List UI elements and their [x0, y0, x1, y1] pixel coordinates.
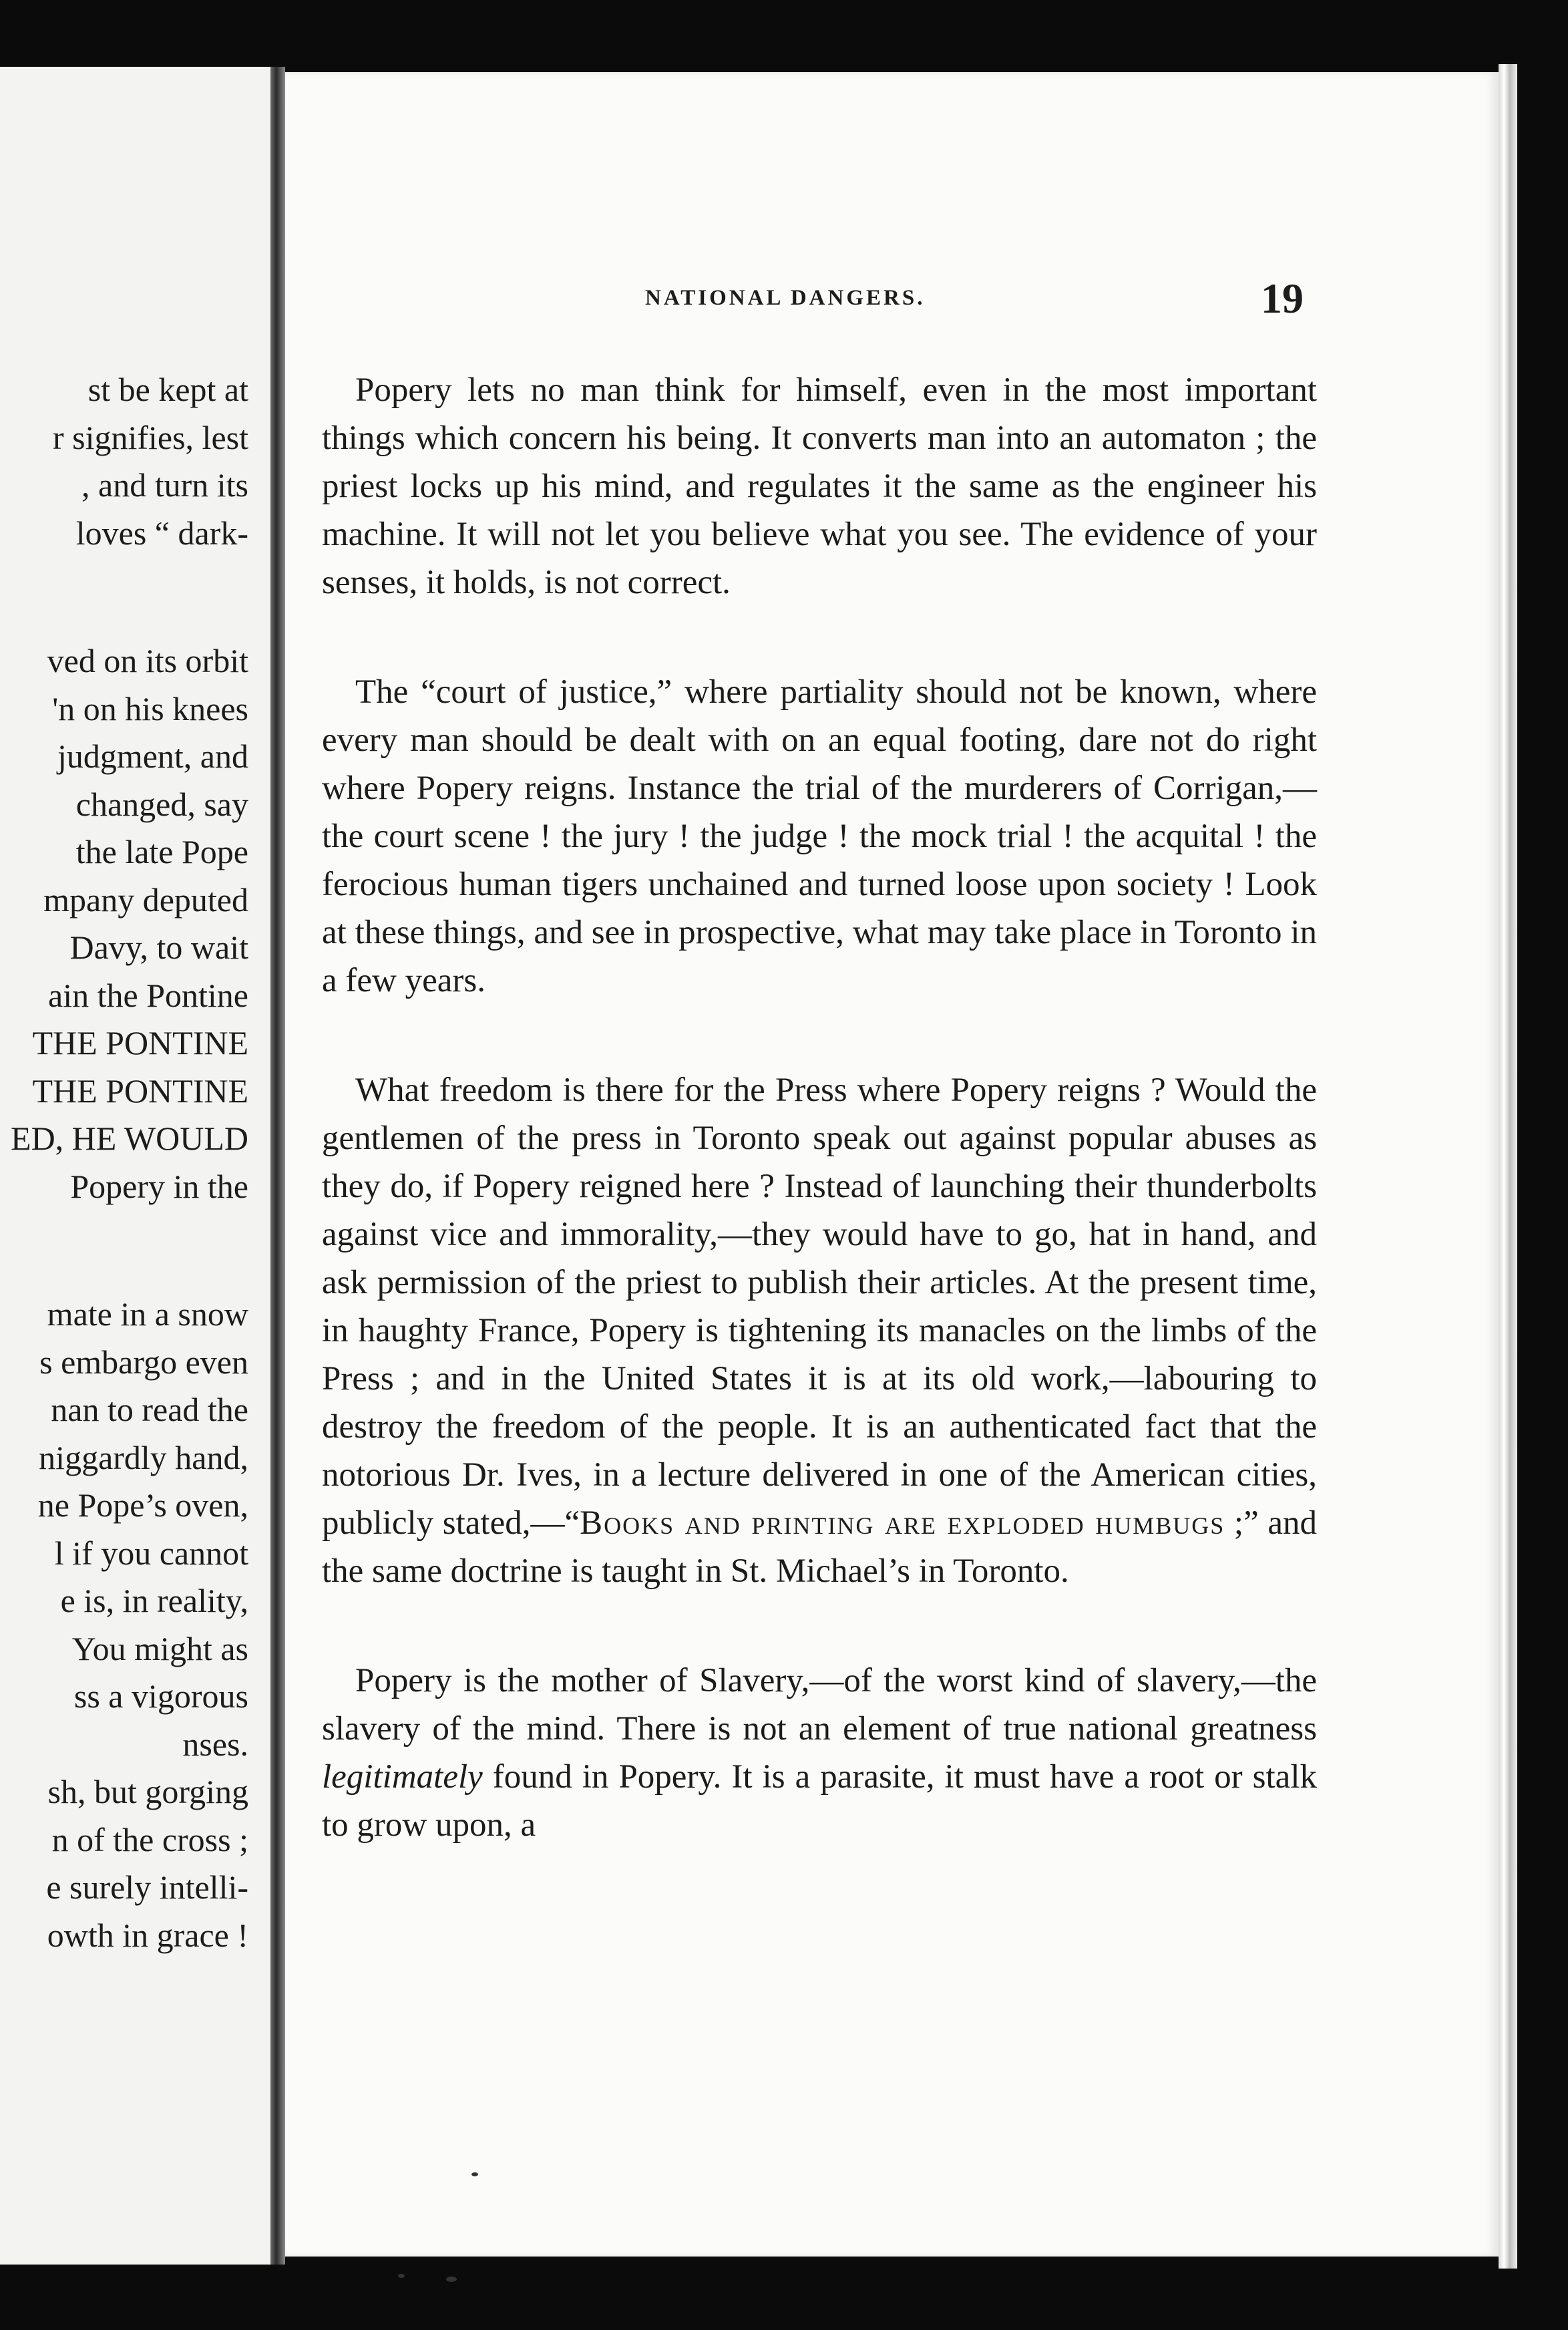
italic-word: legitimately: [322, 1758, 483, 1796]
paragraph: The “court of justice,” where partiality should not be known, where every man should be dealt with on an equal footing, dare not do right where Popery reigns. Instance the trial of the murderers of Corrigan,—the court scene ! the jury ! the judge ! the mock trial ! the acquital ! the ferocious human tigers unchained and turned loose upon society ! Look at these things, and see in prospective, what may take place in Toronto in a few years.: [322, 673, 1317, 999]
left-fragment-line: the late Pope: [75, 833, 248, 870]
left-fragment-line: s embargo even: [39, 1343, 248, 1381]
left-fragment-line: r signifies, lest: [52, 418, 248, 456]
left-fragment-line: changed, say: [75, 785, 248, 823]
left-fragment-line: ne Pope’s oven,: [37, 1486, 248, 1524]
left-fragment-line: sh, but gorging: [47, 1773, 248, 1810]
left-fragment-line: judgment, and: [57, 737, 248, 775]
left-fragment-gap: [0, 557, 248, 637]
running-title: NATIONAL DANGERS.: [645, 286, 926, 310]
left-fragment-line: niggardly hand,: [39, 1438, 248, 1476]
left-fragment-line: ved on its orbit: [47, 642, 248, 679]
left-fragment-line: , and turn its: [81, 466, 248, 504]
paragraph-text: Popery is the mother of Slavery,—of the worst kind of slavery,—the slavery of the mind. There is not an element of true national greatness: [322, 1662, 1317, 1748]
left-fragment-line: mpany deputed: [43, 880, 248, 919]
left-fragment-line: ss a vigorous: [73, 1677, 248, 1715]
left-fragment-line: owth in grace !: [47, 1916, 248, 1954]
paragraph-text: What freedom is there for the Press where Popery reigns ? Would the gentlemen of the press in Toronto speak out against popular abuses as they do, if Popery reigned here ? Instead of launching their thunderbolts against vice and immorality,—they would have to go, hat in hand, and ask permission of the priest to publish their articles. At the present time, in haughty France, Popery is tightening its manacles on the limbs of the Press ; and in the United States it is at its old work,—labouring to destroy the freedom of the people. It is an authenticated fact that the notorious Dr. Ives, in a lecture delivered in one of the American cities, publicly stated,—“: [322, 1071, 1317, 1542]
left-fragment-line: loves “ dark-: [75, 514, 248, 552]
body-text: [322, 366, 1317, 1910]
ink-speck: [446, 2277, 457, 2282]
page-number: 19: [1261, 275, 1304, 322]
left-fragment-line: ain the Pontine: [48, 976, 248, 1014]
left-fragment-line: st be kept at: [87, 371, 248, 408]
paragraph-text: ;” and the same doctrine is taught in St. Michael’s in Toronto.: [322, 1504, 1317, 1590]
ink-speck: [471, 2172, 478, 2176]
page-edge: [1499, 64, 1517, 2269]
left-fragment-line: You might as: [71, 1629, 248, 1667]
left-fragment-line: Davy, to wait: [69, 929, 248, 966]
paragraph: [322, 1657, 1317, 1849]
left-fragment-line: l if you cannot: [54, 1534, 248, 1572]
left-fragment-line: THE PONTINE: [32, 1071, 248, 1110]
paragraph: [322, 1066, 1317, 1595]
left-fragment-line: mate in a snow: [47, 1295, 248, 1333]
quoted-small-caps: Books and printing are exploded humbugs: [580, 1504, 1225, 1542]
paragraph: Popery lets no man think for himself, even in the most important things which concern his being. It converts man into an automaton ; the priest locks up his mind, and regulates it the same as the engineer his machine. It will not let you believe what you see. The evidence of your senses, it holds, is not correct.: [322, 371, 1317, 601]
left-fragment-line: ED, HE WOULD: [11, 1120, 248, 1157]
book-gutter: [270, 67, 285, 2265]
left-fragment-line: e is, in reality,: [60, 1582, 248, 1619]
left-fragment-line: nan to read the: [51, 1391, 248, 1428]
left-fragment-gap: [0, 1210, 248, 1291]
left-fragment-line: THE PONTINE: [32, 1024, 248, 1061]
left-fragment-line: e surely intelli-: [46, 1868, 248, 1906]
left-fragment-line: Popery in the: [70, 1167, 248, 1205]
paragraph-text: found in Popery. It is a parasite, it must have a root or stalk to grow upon, a: [322, 1758, 1317, 1844]
ink-speck: [398, 2274, 405, 2278]
left-fragment-line: 'n on his knees: [52, 689, 248, 727]
left-page-text-fragments: [0, 366, 248, 1959]
left-fragment-line: n of the cross ;: [51, 1820, 248, 1858]
left-fragment-line: nses.: [182, 1725, 248, 1763]
